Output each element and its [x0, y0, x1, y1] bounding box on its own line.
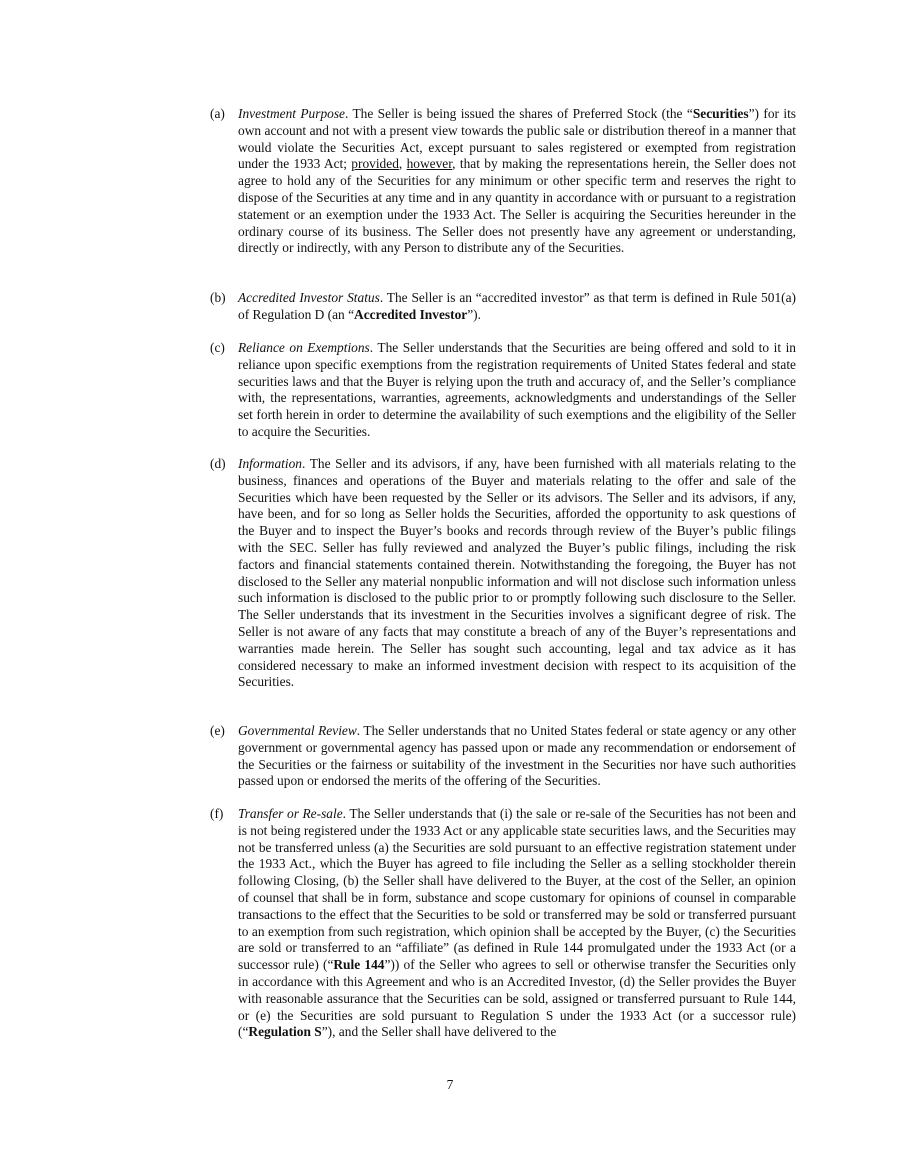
clause-text-part: ”).: [467, 306, 481, 322]
clause-title: Accredited Investor Status: [238, 290, 380, 305]
clause-title: Information: [238, 456, 302, 471]
clause-text-part: . The Seller is an “accredited investor” as that term is defined in Rule 501(a) of Regulation D (an “: [238, 290, 797, 322]
clause-text-part: ”)) of the Seller who agrees to sell or otherwise transfer the Securities only in accordance with this Agreement and who is an Accredited Investor, (d) the Seller provides the Buyer with reasonable assurance that the Securities can be sold, assigned or transferred pursuant to Rule 144, or (e) the Securities are sold pursuant to Regulation S under the 1933 Act (or a successor rule) (“: [238, 957, 796, 1040]
defined-term: Regulation S: [248, 1024, 322, 1040]
clause-label: (d): [210, 456, 226, 471]
clause-title: Investment Purpose: [238, 106, 346, 121]
defined-term: Accredited Investor: [354, 306, 468, 322]
clause-text-part: . The Seller understands that no United States federal or state agency or any other government or governmental agency has passed upon or made any recommendation or endorsement of the Securities or the fairness or suitability of the investment in the Securities nor have such authorities passed upon or endorsed the merits of the offering of the Securities.: [238, 723, 796, 789]
defined-term: Securities: [692, 106, 749, 121]
clause-text: [238, 806, 796, 1041]
clause-label: (f): [210, 806, 224, 821]
clause-text-part: . The Seller understands that the Securities are being offered and sold to it in reliance upon specific exemptions from the registration requirements of United States federal and state securities laws and that the Buyer is relying upon the truth and accuracy of, and the Seller’s compliance with, the representations, warranties, agreements, acknowledgments and understandings of the Seller set forth herein in order to determine the availability of such exemptions and the eligibility of the Seller to acquire the Securities.: [238, 340, 797, 439]
clause-text-part: ”), and the Seller shall have delivered to the: [321, 1024, 557, 1040]
clause-text-part: ”) for its own account and not with a present view towards the public sale or distribution thereof in a manner that would violate the Securities Act, except pursuant to sales registered or exempted from registration under the 1933 Act;: [238, 106, 796, 172]
clause-text: [238, 723, 796, 790]
clause-label: (c): [210, 340, 225, 355]
page-number: 7: [446, 1077, 454, 1092]
clause-label: (b): [210, 290, 226, 305]
clause-text-part: . The Seller and its advisors, if any, have been furnished with all materials relating to the business, finances and operations of the Buyer and materials relating to the offer and sale of the Securities which have been requested by the Seller or its advisors. The Seller and its advisors, if any, have been, and for so long as Seller holds the Securities, afforded the opportunity to ask questions of the Buyer and to inspect the Buyer’s books and records through review of the Buyer’s public filings with the SEC. Seller has fully reviewed and analyzed the Buyer’s public filings, including the risk factors and financial statements contained therein. Notwithstanding the foregoing, the Buyer has not disclosed to the Seller any material nonpublic information and will not disclose such information unless such information is disclosed to the public prior to or promptly following such disclosure to the Seller. The Seller understands that its investment in the Securities involves a significant degree of risk. The Seller is not aware of any facts that may constitute a breach of any of the Buyer’s representations and warranties made herein. The Seller has sought such accounting, legal and tax advice as it has considered necessary to make an informed investment decision with respect to its acquisition of the Securities.: [238, 456, 796, 690]
clause-text: [238, 290, 796, 324]
clause-title: Governmental Review: [238, 723, 357, 738]
clause-label: (e): [210, 723, 225, 738]
clause-investment-purpose: [210, 106, 796, 257]
clause-information: [210, 456, 796, 691]
clause-text-part: ,: [398, 156, 407, 172]
clause-text: [238, 340, 796, 441]
clause-text: [238, 456, 796, 691]
underlined-term: provided: [351, 156, 399, 172]
defined-term: Rule 144: [333, 957, 385, 973]
clause-label: (a): [210, 106, 225, 121]
clause-text-part: . The Seller is being issued the shares of Preferred Stock (the “: [345, 106, 693, 121]
clause-accredited-investor-status: [210, 290, 796, 324]
clause-text-part: . The Seller understands that (i) the sale or re-sale of the Securities has not been and is not being registered under the 1933 Act or any applicable state securities laws, and the Securities may not be transferred unless (a) the Securities are sold pursuant to an effective registration statement under the 1933 Act., which the Buyer has agreed to file including the Seller as a selling stockholder therein following Closing, (b) the Seller shall have delivered to the Buyer, at the cost of the Seller, an opinion of counsel that shall be in form, substance and scope customary for opinions of counsel in comparable transactions to the effect that the Securities to be sold or transferred may be sold or transferred pursuant to an exemption from such registration, which opinion shall be accepted by the Buyer, (c) the Securities are sold or transferred to an “affiliate” (as defined in Rule 144 promulgated under the 1933 Act (or a successor rule) (“: [238, 806, 796, 973]
clause-transfer-or-resale: [210, 806, 796, 1041]
clause-title: Transfer or Re-sale: [238, 806, 343, 821]
clause-text-part: , that by making the representations herein, the Seller does not agree to hold any of the Securities for any minimum or other specific term and reserves the right to dispose of the Securities at any time and in any quantity in accordance with or pursuant to a registration statement or an exemption under the 1933 Act. The Seller is acquiring the Securities hereunder in the ordinary course of its business. The Seller does not presently have any agreement or understanding, directly or indirectly, with any Person to distribute any of the Securities.: [238, 156, 796, 256]
underlined-term: however: [406, 156, 453, 172]
clause-governmental-review: [210, 723, 796, 790]
clause-text: [238, 106, 796, 257]
clause-title: Reliance on Exemptions: [238, 340, 370, 355]
clause-reliance-on-exemptions: [210, 340, 796, 441]
